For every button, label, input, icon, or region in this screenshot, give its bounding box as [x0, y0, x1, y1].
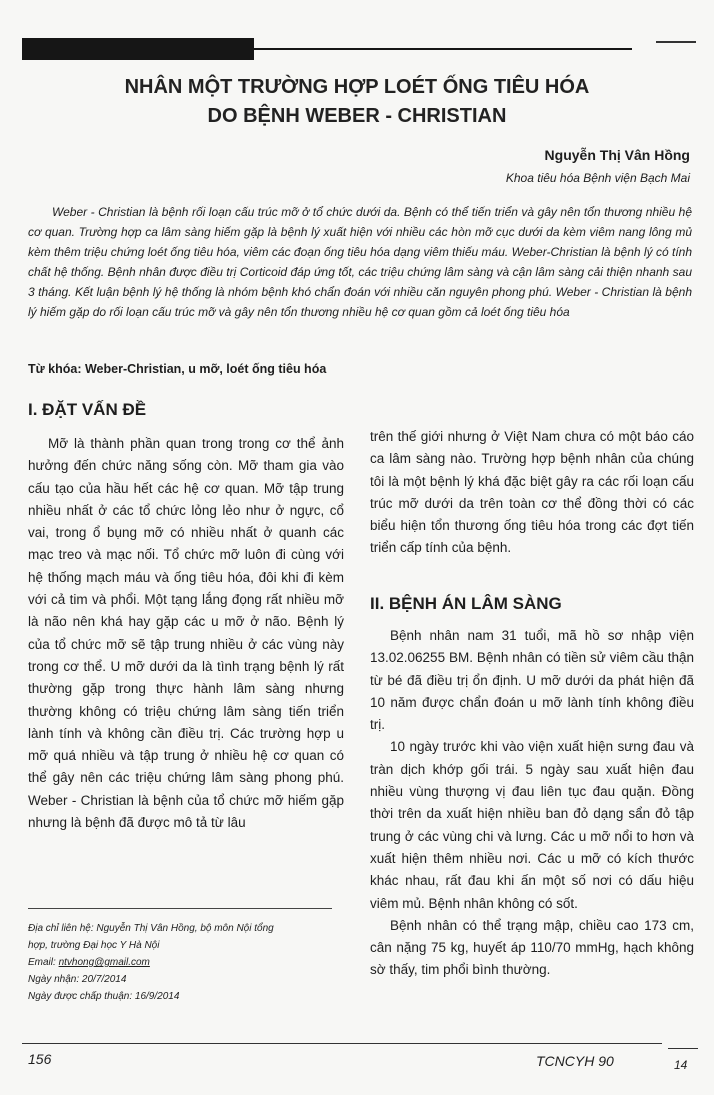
- section1-paragraph-cont: trên thế giới nhưng ở Việt Nam chưa có một báo cáo ca lâm sàng nào. Trường hợp bệnh nhân của chúng tôi là một bệnh lý khá đặc biệt gây ra các rối loạn cấu trúc mỡ dưới da trên toàn cơ thể đồng thời có các biểu hiện tổn thương ống tiêu hóa trong các đợt tiến triển cấp tính của bệnh.: [370, 429, 694, 556]
- journal-name: TCNCYH 90: [536, 1053, 614, 1069]
- header-rule: [254, 48, 632, 50]
- abstract: Weber - Christian là bệnh rối loạn cấu trúc mỡ ở tổ chức dưới da. Bệnh có thể tiến triển và gây nên tổn thương nhiều hệ cơ quan. Trường hợp ca lâm sàng hiếm gặp là bệnh lý xuất hiện với nhiều các hòn mỡ cục dưới da kèm viêm nang lông mủ kèm thêm triệu chứng loét ống tiêu hóa, viêm các đoạn ống tiêu hóa dạng viêm thiếu máu. Weber-Christian là bệnh lý có tính chất hệ thống. Bệnh nhân được điều trị Corticoid đáp ứng tốt, các triệu chứng lâm sàng và cận lâm sàng cải thiện nhanh sau 3 tháng. Kết luận bệnh lý hệ thống là nhóm bệnh khó chẩn đoán với nhiều căn nguyên phong phú. Weber - Christian là bệnh lý hiếm gặp do rối loạn cấu trúc mỡ và gây nên tổn thương nhiều hệ cơ quan gồm cả loét ống tiêu hóa: [28, 205, 692, 319]
- section2-paragraph-1: Bệnh nhân nam 31 tuổi, mã hồ sơ nhập viện 13.02.06255 BM. Bệnh nhân có tiền sử viêm cầu thận từ bé đã điều trị ổn định. U mỡ dưới da phát hiện đã 10 năm được chẩn đoán u mỡ lành tính không điều trị.: [370, 628, 694, 733]
- footnote-contact-line1: Địa chỉ liên hệ: Nguyễn Thị Vân Hồng, bộ môn Nội tổng: [28, 923, 274, 934]
- article-title-line1: NHÂN MỘT TRƯỜNG HỢP LOÉT ỐNG TIÊU HÓA: [124, 76, 590, 98]
- page-number-left: 156: [28, 1051, 52, 1067]
- footnote-email-line: [28, 954, 348, 971]
- header-rule-right: [656, 41, 696, 43]
- section2-paragraph-3: Bệnh nhân có thể trạng mập, chiều cao 173 cm, cân nặng 75 kg, huyết áp 110/70 mmHg, hạch không sờ thấy, tim phổi bình thường.: [370, 917, 694, 978]
- section2-heading: II. BỆNH ÁN LÂM SÀNG: [370, 594, 562, 613]
- keywords: Từ khóa: Weber-Christian, u mỡ, loét ống tiêu hóa: [28, 362, 327, 376]
- footnote-received: Ngày nhận: 20/7/2014: [28, 974, 127, 985]
- footer-rule-right: [668, 1048, 698, 1049]
- page-number-right: 14: [674, 1058, 688, 1072]
- footnote-email-label: Email:: [28, 957, 56, 968]
- footnote-rule: [28, 908, 332, 909]
- footer-rule: [22, 1043, 662, 1044]
- footnote-accepted: Ngày được chấp thuận: 16/9/2014: [28, 991, 180, 1002]
- article-title-line2: DO BỆNH WEBER - CHRISTIAN: [207, 105, 507, 127]
- author-affiliation: Khoa tiêu hóa Bệnh viện Bạch Mai: [505, 171, 690, 185]
- author-name: Nguyễn Thị Vân Hồng: [544, 147, 690, 163]
- footnote: [28, 920, 348, 1005]
- section2-paragraph-2: 10 ngày trước khi vào viện xuất hiện sưng đau và tràn dịch khớp gối trái. 5 ngày sau xuất hiện đau nhiều vùng thượng vị đau liên tục đau quặn. Đồng thời trên da xuất hiện nhiều ban đỏ dạng sẩn đỏ tập trung ở các vùng chi và lưng. Các u mỡ nổi to hơn và xuất hiện thêm nhiều nơi. Các u mỡ có kích thước khác nhau, rất đau khi ấn một số nơi có dấu hiệu viêm mủ. Bệnh nhân không có sốt.: [370, 739, 694, 911]
- right-column-top: [370, 426, 694, 560]
- footnote-contact-line2: hợp, trường Đại học Y Hà Nội: [28, 940, 160, 951]
- section1-heading: I. ĐẶT VẤN ĐỀ: [28, 400, 147, 419]
- header-black-bar: [22, 38, 254, 60]
- right-column-bottom: [370, 625, 694, 982]
- left-column: [28, 433, 344, 834]
- section1-paragraph: Mỡ là thành phần quan trong trong cơ thể ảnh hưởng đến chức năng sống còn. Mỡ tham gia vào cấu tạo của hầu hết các hệ cơ quan. Mỡ tập trung nhiều nhất ở các tổ chức lỏng lẻo như ở ngực, cổ vai, trong ổ bụng mỡ có nhiều nhất ở quanh các mạc treo và mạc nối. Tổ chức mỡ luôn đi cùng với hệ thống mạch máu và ống tiêu hóa, đôi khi đi kèm với cả tim và phổi. Một tạng lắng đọng rất nhiều mỡ là não nên khá hay gặp các u mỡ ở não. Bệnh lý của tổ chức mỡ sẽ tập trung nhiều ở các vùng này trong cơ thể. U mỡ dưới da là tình trạng bệnh lý rất thường gặp trong thực hành lâm sàng nhưng thường không có triệu chứng lâm sàng tiến triển lành tính và không cần điều trị. Các trường hợp u mỡ quá nhiều và tập trung ở nhiều hệ cơ quan có thể gây nên các triệu chứng lâm sàng phong phú. Weber - Christian là bệnh của tổ chức mỡ hiếm gặp nhưng là bệnh đã được mô tả từ lâu: [28, 436, 344, 831]
- footnote-email-link[interactable]: ntvhong@gmail.com: [58, 957, 150, 968]
